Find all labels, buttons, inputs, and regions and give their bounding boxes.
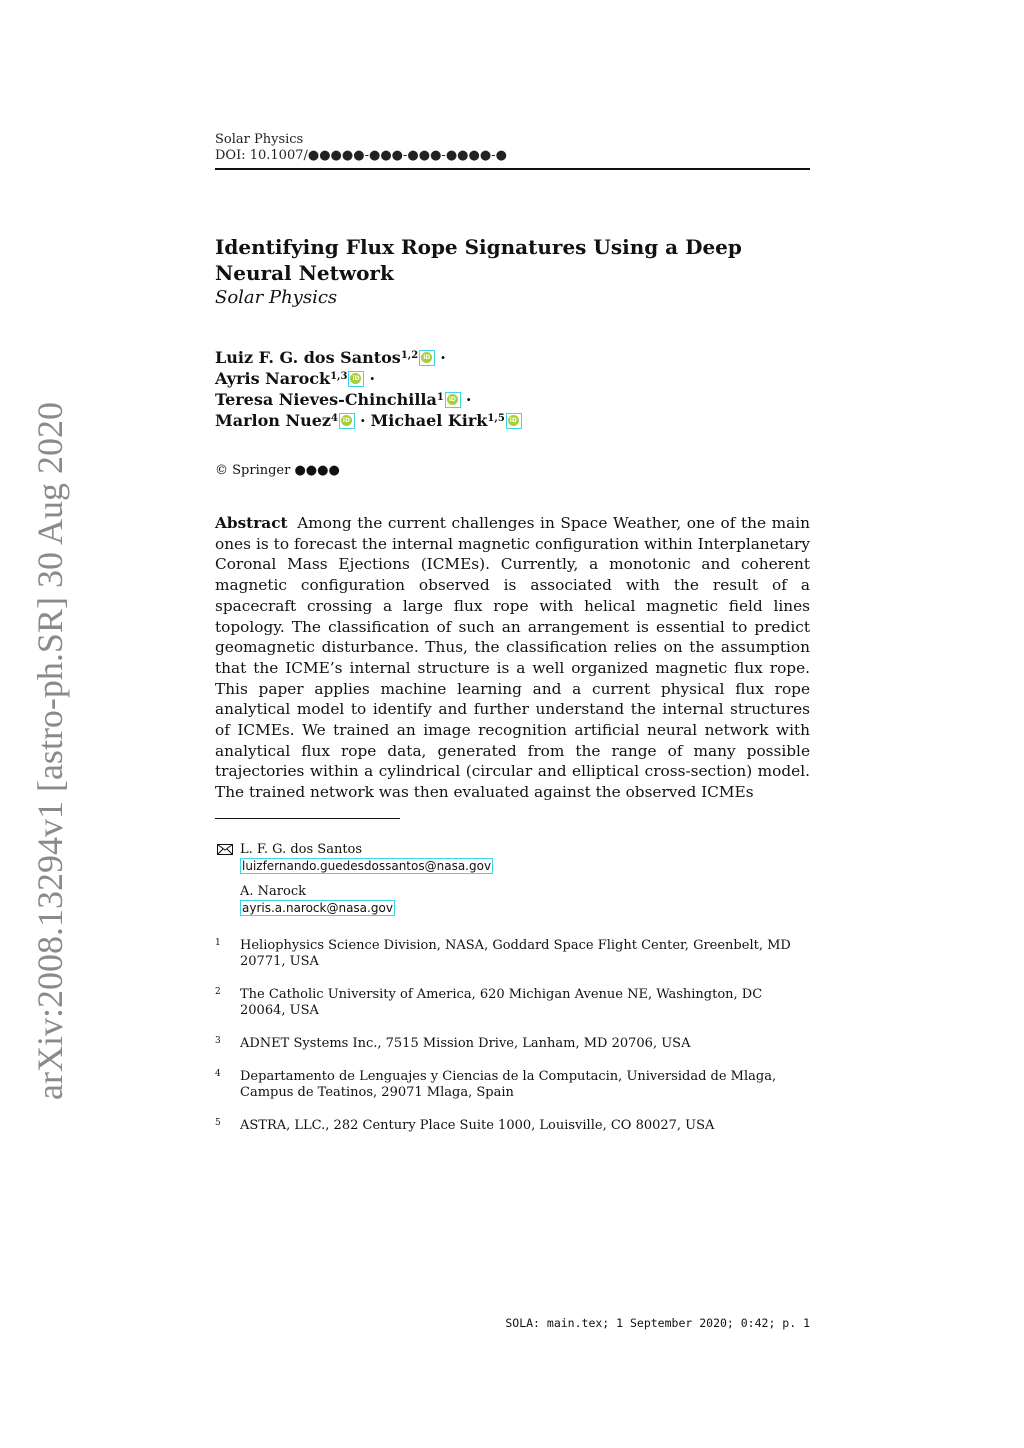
affiliation-text: The Catholic University of America, 620 Michigan Avenue NE, Washington, DC 20064, USA — [240, 987, 763, 1018]
author-name: Ayris Narock — [215, 369, 331, 388]
author-name: Michael Kirk — [370, 411, 488, 430]
orcid-icon[interactable]: iD — [445, 392, 461, 408]
doi: DOI: 10.1007/●●●●●-●●●-●●●-●●●●-● — [215, 148, 507, 163]
author-list — [215, 347, 810, 431]
affiliation-text: ADNET Systems Inc., 7515 Mission Drive, Lanham, MD 20706, USA — [240, 1036, 691, 1051]
affiliation-item — [215, 938, 810, 970]
affiliation-item — [215, 987, 810, 1019]
affiliation-text: ASTRA, LLC., 282 Century Place Suite 1000, Louisville, CO 80027, USA — [240, 1118, 715, 1133]
envelope-icon — [217, 844, 233, 855]
author-line — [215, 368, 810, 389]
affiliation-item — [215, 1036, 810, 1052]
affiliation-item — [215, 1069, 810, 1101]
affiliation-text: Heliophysics Science Division, NASA, Goddard Space Flight Center, Greenbelt, MD 20771, USA — [240, 938, 791, 969]
author-affiliation: 1,2 — [400, 350, 419, 361]
affiliations — [215, 938, 810, 1151]
author-line — [215, 389, 810, 410]
paper-subtitle: Solar Physics — [215, 287, 338, 308]
author-line — [215, 410, 810, 431]
orcid-icon[interactable]: iD — [348, 371, 364, 387]
affiliation-number: 1 — [215, 938, 221, 948]
abstract-label: Abstract — [215, 514, 288, 532]
affiliation-text: Departamento de Lenguajes y Ciencias de la Computacin, Universidad de Mlaga, Campus de Teatinos, 29071 Mlaga, Spain — [240, 1069, 777, 1100]
arxiv-stamp: arXiv:2008.13294v1 [astro-ph.SR] 30 Aug 2020 — [30, 402, 70, 1100]
orcid-icon[interactable]: iD — [339, 413, 355, 429]
email-link[interactable]: ayris.a.narock@nasa.gov — [242, 901, 393, 915]
author-separator: · — [465, 390, 472, 409]
author-name: Luiz F. G. dos Santos — [215, 348, 401, 367]
correspondence-item — [215, 842, 810, 875]
orcid-icon[interactable]: iD — [506, 413, 522, 429]
footnote-rule — [215, 818, 400, 819]
author-affiliation: 1,5 — [487, 413, 505, 424]
correspondence-name: L. F. G. dos Santos — [240, 842, 363, 857]
journal-name: Solar Physics — [215, 132, 304, 147]
journal-header — [215, 132, 810, 164]
affiliation-number: 4 — [215, 1069, 221, 1079]
affiliation-number: 2 — [215, 987, 221, 997]
affiliation-number: 3 — [215, 1036, 221, 1046]
copyright: © Springer ●●●● — [215, 463, 340, 478]
affiliation-item — [215, 1118, 810, 1134]
author-name: Teresa Nieves-Chinchilla — [215, 390, 437, 409]
orcid-icon[interactable]: iD — [419, 350, 435, 366]
author-separator: · — [440, 348, 446, 367]
author-affiliation: 1,3 — [330, 371, 348, 382]
author-name: Marlon Nuez — [215, 411, 331, 430]
email-link[interactable]: luizfernando.guedesdossantos@nasa.gov — [242, 859, 492, 873]
paper-title: Identifying Flux Rope Signatures Using a Deep Neural Network — [215, 235, 742, 285]
page-footer: SOLA: main.tex; 1 September 2020; 0:42; p. 1 — [505, 1316, 810, 1330]
author-affiliation: 1 — [436, 392, 444, 403]
correspondence-item — [215, 884, 810, 917]
affiliation-number: 5 — [215, 1118, 221, 1128]
correspondence — [215, 842, 810, 926]
author-affiliation: 4 — [330, 413, 338, 424]
abstract-text: Among the current challenges in Space Weather, one of the main ones is to forecast the internal magnetic configuration within Interplanetary Coronal Mass Ejections (ICMEs). Currently, a monotonic and coherent magnetic configuration observed is associated with the result of a spacecraft crossing a large flux rope with helical magnetic field lines topology. The classification of such an arrangement is essential to predict geomagnetic disturbance. Thus, the classification relies on the assumption that the ICME’s internal structure is a well organized magnetic flux rope. This paper applies machine learning and a current physical flux rope analytical model to identify and further understand the internal structures of ICMEs. We trained an image recognition artificial neural network with analytical flux rope data, generated from the range of many possible trajectories within a cylindrical (circular and elliptical cross-section) model. The trained network was then evaluated against the observed ICMEs — [215, 514, 810, 802]
correspondence-name: A. Narock — [240, 884, 306, 899]
abstract — [215, 513, 810, 803]
author-line — [215, 347, 810, 368]
author-separator: · — [359, 411, 366, 430]
header-rule — [215, 168, 810, 170]
author-separator: · — [369, 369, 376, 388]
